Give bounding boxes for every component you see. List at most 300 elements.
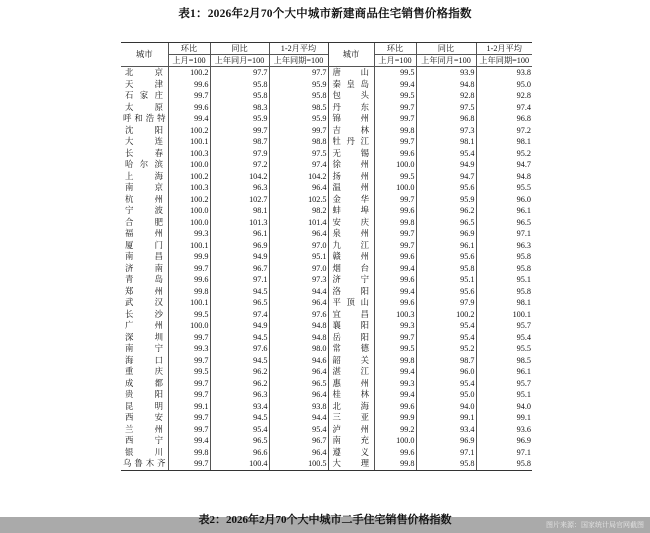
new-home-price-index-table: [121, 42, 532, 471]
yoy-cell-right: 94.0: [416, 401, 476, 413]
mom-cell-left: 100.1: [168, 136, 210, 148]
avg-cell-right: 95.4: [476, 332, 532, 344]
table-row: [121, 90, 532, 102]
mom-cell-right: 99.8: [374, 217, 416, 229]
city-cell-left: 宁波: [125, 206, 164, 216]
yoy-cell-left: 97.9: [210, 148, 269, 160]
city-cell-right: 秦皇岛: [328, 79, 374, 91]
city-cell-left: 厦门: [125, 240, 164, 250]
yoy-cell-right: 95.6: [416, 182, 476, 194]
yoy-cell-right: 95.4: [416, 378, 476, 390]
table-row: [121, 332, 532, 344]
avg-cell-left: 96.4: [269, 389, 328, 401]
avg-cell-left: 100.5: [269, 458, 328, 470]
mom-cell-left: 99.8: [168, 447, 210, 459]
yoy-cell-right: 95.4: [416, 332, 476, 344]
yoy-cell-left: 96.5: [210, 435, 269, 447]
yoy-cell-right: 95.2: [416, 343, 476, 355]
city-cell-right: 济宁: [328, 274, 374, 286]
avg-cell-left: 94.6: [269, 355, 328, 367]
yoy-cell-right: 96.9: [416, 228, 476, 240]
avg-cell-left: 99.7: [269, 125, 328, 137]
yoy-cell-left: 97.7: [210, 67, 269, 79]
avg-cell-left: 95.4: [269, 424, 328, 436]
table-row: [121, 228, 532, 240]
city-cell-right: 赣州: [328, 251, 374, 263]
avg-cell-left: 97.4: [269, 159, 328, 171]
yoy-cell-left: 96.9: [210, 240, 269, 252]
yoy-cell-left: 96.7: [210, 263, 269, 275]
yoy-cell-right: 98.1: [416, 136, 476, 148]
city-cell-right: 岳阳: [328, 332, 374, 344]
table-row: [121, 286, 532, 298]
city-cell-right: 无锡: [328, 148, 374, 160]
yoy-cell-left: 94.5: [210, 332, 269, 344]
city-cell-right: 襄阳: [328, 320, 374, 332]
mom-cell-right: 99.6: [374, 148, 416, 160]
yoy-cell-left: 97.1: [210, 274, 269, 286]
yoy-cell-right: 94.9: [416, 159, 476, 171]
city-cell-left: 武汉: [125, 298, 164, 308]
avg-cell-right: 95.8: [476, 286, 532, 298]
table-row: [121, 389, 532, 401]
city-cell-left: 深圳: [125, 332, 164, 342]
avg-header: 1-2月平均: [269, 43, 328, 55]
yoy-cell-right: 96.2: [416, 205, 476, 217]
mom-cell-left: 99.4: [168, 113, 210, 125]
table-row: [121, 263, 532, 275]
avg-cell-left: 97.5: [269, 148, 328, 160]
avg-cell-right: 95.8: [476, 263, 532, 275]
mom-cell-left: 99.6: [168, 274, 210, 286]
yoy-header: 同比: [210, 43, 269, 55]
avg-cell-right: 95.8: [476, 251, 532, 263]
avg-cell-right: 94.8: [476, 171, 532, 183]
avg-header-right: 1-2月平均: [476, 43, 532, 55]
avg-cell-left: 93.8: [269, 401, 328, 413]
mom-cell-left: 100.2: [168, 125, 210, 137]
city-cell-left: 青岛: [125, 275, 164, 285]
city-cell-left: 济南: [125, 263, 164, 273]
table-row: [121, 355, 532, 367]
city-cell-right: 韶关: [328, 355, 374, 367]
city-cell-right: 桂林: [328, 389, 374, 401]
city-cell-left: 上海: [125, 171, 164, 181]
city-cell-right: 北海: [328, 401, 374, 413]
table-row: [121, 67, 532, 79]
yoy-cell-right: 94.8: [416, 79, 476, 91]
table1-title: 表1：2026年2月70个大中城市新建商品住宅销售价格指数: [178, 8, 472, 20]
yoy-cell-right: 97.1: [416, 447, 476, 459]
city-cell-right: 南充: [328, 435, 374, 447]
mom-cell-right: 99.8: [374, 458, 416, 470]
yoy-cell-left: 93.4: [210, 401, 269, 413]
mom-cell-right: 99.3: [374, 378, 416, 390]
yoy-cell-left: 99.7: [210, 125, 269, 137]
mom-header-right: 环比: [374, 43, 416, 55]
mom-cell-right: 100.0: [374, 435, 416, 447]
avg-cell-right: 97.2: [476, 125, 532, 137]
city-cell-left: 海口: [125, 355, 164, 365]
yoy-cell-left: 96.3: [210, 182, 269, 194]
yoy-cell-left: 94.5: [210, 412, 269, 424]
yoy-cell-right: 95.9: [416, 194, 476, 206]
city-cell-right: 安庆: [328, 217, 374, 229]
yoy-cell-left: 96.6: [210, 447, 269, 459]
mom-base-right: 上月=100: [374, 55, 416, 67]
mom-cell-right: 100.3: [374, 309, 416, 321]
city-cell-left: 呼和浩特: [123, 114, 166, 124]
yoy-cell-right: 95.6: [416, 251, 476, 263]
mom-cell-left: 99.7: [168, 90, 210, 102]
yoy-cell-left: 96.3: [210, 389, 269, 401]
yoy-cell-right: 95.4: [416, 320, 476, 332]
mom-cell-right: 99.7: [374, 113, 416, 125]
yoy-cell-right: 96.5: [416, 217, 476, 229]
yoy-cell-right: 95.6: [416, 286, 476, 298]
city-cell-right: 丹东: [328, 102, 374, 114]
yoy-cell-left: 97.6: [210, 343, 269, 355]
yoy-cell-left: 98.3: [210, 102, 269, 114]
table-row: [121, 424, 532, 436]
city-cell-left: 西宁: [125, 436, 164, 446]
yoy-cell-right: 98.7: [416, 355, 476, 367]
table-row: [121, 240, 532, 252]
city-cell-left: 重庆: [125, 367, 164, 377]
yoy-base: 上年同月=100: [210, 55, 269, 67]
avg-cell-right: 96.8: [476, 113, 532, 125]
yoy-cell-right: 97.9: [416, 297, 476, 309]
yoy-cell-right: 100.2: [416, 309, 476, 321]
city-cell-left: 兰州: [125, 424, 164, 434]
mom-cell-right: 99.4: [374, 263, 416, 275]
city-cell-left: 乌鲁木齐: [121, 458, 168, 470]
avg-cell-right: 98.5: [476, 355, 532, 367]
table-row: [121, 320, 532, 332]
avg-cell-right: 96.1: [476, 366, 532, 378]
yoy-header-right: 同比: [416, 43, 476, 55]
avg-cell-left: 97.3: [269, 274, 328, 286]
city-cell-right: 包头: [328, 90, 374, 102]
avg-cell-right: 95.1: [476, 274, 532, 286]
city-cell-left: 长沙: [125, 309, 164, 319]
avg-cell-right: 95.1: [476, 389, 532, 401]
mom-cell-left: 99.4: [168, 435, 210, 447]
table-row: [121, 251, 532, 263]
yoy-cell-left: 95.9: [210, 113, 269, 125]
table-row: [121, 447, 532, 459]
avg-cell-left: 96.4: [269, 366, 328, 378]
city-cell-right: 唐山: [328, 67, 374, 79]
city-cell-right: 泸州: [328, 424, 374, 436]
mom-cell-right: 99.7: [374, 332, 416, 344]
mom-base: 上月=100: [168, 55, 210, 67]
city-cell-left: 广州: [125, 321, 164, 331]
avg-cell-right: 97.1: [476, 228, 532, 240]
table2-title: 表2：2026年2月70个大中城市二手住宅销售价格指数: [198, 514, 452, 526]
mom-cell-right: 99.7: [374, 194, 416, 206]
yoy-cell-right: 95.8: [416, 458, 476, 470]
yoy-cell-left: 96.5: [210, 297, 269, 309]
city-cell-left: 长春: [125, 148, 164, 158]
city-cell-right: 惠州: [328, 378, 374, 390]
table-row: [121, 159, 532, 171]
yoy-base-right: 上年同月=100: [416, 55, 476, 67]
avg-cell-right: 97.4: [476, 102, 532, 114]
city-cell-right: 金华: [328, 194, 374, 206]
avg-cell-right: 95.8: [476, 458, 532, 470]
mom-cell-right: 99.7: [374, 136, 416, 148]
mom-cell-left: 99.7: [168, 355, 210, 367]
city-cell-right: 遵义: [328, 447, 374, 459]
table-row: [121, 217, 532, 229]
yoy-cell-left: 95.8: [210, 79, 269, 91]
subheader-row: [121, 55, 532, 67]
avg-cell-left: 96.7: [269, 435, 328, 447]
table-row: [121, 182, 532, 194]
table-row: [121, 171, 532, 183]
mom-cell-right: 100.0: [374, 159, 416, 171]
city-cell-left: 银川: [125, 447, 164, 457]
mom-cell-right: 99.6: [374, 297, 416, 309]
avg-cell-right: 100.1: [476, 309, 532, 321]
table-row: [121, 343, 532, 355]
city-cell-right: 吉林: [328, 125, 374, 137]
mom-cell-right: 99.3: [374, 320, 416, 332]
city-cell-left: 杭州: [125, 194, 164, 204]
city-cell-left: 哈尔滨: [125, 160, 164, 170]
city-cell-right: 九江: [328, 240, 374, 252]
avg-cell-right: 95.2: [476, 148, 532, 160]
city-cell-right: 常德: [328, 343, 374, 355]
city-cell-right: 大理: [328, 458, 374, 470]
city-cell-left: 石家庄: [125, 91, 164, 101]
mom-cell-right: 99.5: [374, 171, 416, 183]
mom-cell-left: 99.5: [168, 309, 210, 321]
yoy-cell-right: 94.7: [416, 171, 476, 183]
mom-cell-left: 100.0: [168, 159, 210, 171]
yoy-cell-left: 98.7: [210, 136, 269, 148]
city-cell-left: 太原: [125, 102, 164, 112]
mom-cell-right: 99.8: [374, 125, 416, 137]
city-cell-left: 南京: [125, 183, 164, 193]
city-cell-right: 锦州: [328, 113, 374, 125]
city-cell-left: 南昌: [125, 252, 164, 262]
yoy-cell-left: 94.9: [210, 320, 269, 332]
city-cell-right: 烟台: [328, 263, 374, 275]
mom-cell-left: 99.8: [168, 286, 210, 298]
yoy-cell-left: 96.2: [210, 378, 269, 390]
yoy-cell-right: 93.9: [416, 67, 476, 79]
mom-header: 环比: [168, 43, 210, 55]
city-cell-right: 扬州: [328, 171, 374, 183]
avg-cell-left: 98.0: [269, 343, 328, 355]
city-cell-left: 昆明: [125, 401, 164, 411]
mom-cell-left: 100.0: [168, 205, 210, 217]
yoy-cell-right: 96.9: [416, 435, 476, 447]
yoy-cell-right: 99.1: [416, 412, 476, 424]
yoy-cell-left: 94.5: [210, 355, 269, 367]
avg-cell-left: 94.8: [269, 332, 328, 344]
yoy-cell-right: 96.1: [416, 240, 476, 252]
yoy-cell-left: 96.2: [210, 366, 269, 378]
avg-cell-right: 95.7: [476, 320, 532, 332]
city-cell-left: 天津: [125, 79, 164, 89]
city-cell-left: 西安: [125, 413, 164, 423]
city-header: 城市: [121, 43, 168, 67]
table-row: [121, 378, 532, 390]
mom-cell-left: 99.3: [168, 228, 210, 240]
avg-cell-right: 93.6: [476, 424, 532, 436]
city-cell-right: 湛江: [328, 366, 374, 378]
avg-cell-left: 104.2: [269, 171, 328, 183]
table-row: [121, 136, 532, 148]
avg-cell-right: 95.7: [476, 378, 532, 390]
yoy-cell-right: 95.0: [416, 389, 476, 401]
city-cell-right: 洛阳: [328, 286, 374, 298]
avg-cell-right: 96.3: [476, 240, 532, 252]
yoy-cell-right: 96.0: [416, 366, 476, 378]
yoy-cell-right: 96.8: [416, 113, 476, 125]
avg-cell-left: 94.4: [269, 286, 328, 298]
avg-cell-right: 97.1: [476, 447, 532, 459]
table-row: [121, 309, 532, 321]
mom-cell-left: 99.7: [168, 412, 210, 424]
mom-cell-left: 99.7: [168, 458, 210, 470]
mom-cell-right: 99.6: [374, 401, 416, 413]
mom-cell-right: 99.2: [374, 424, 416, 436]
table-row: [121, 412, 532, 424]
yoy-cell-right: 93.4: [416, 424, 476, 436]
avg-cell-left: 95.8: [269, 90, 328, 102]
mom-cell-right: 99.6: [374, 205, 416, 217]
city-cell-left: 郑州: [125, 286, 164, 296]
table-row: [121, 125, 532, 137]
mom-cell-left: 99.7: [168, 389, 210, 401]
table-row: [121, 79, 532, 91]
avg-cell-left: 95.1: [269, 251, 328, 263]
mom-cell-right: 99.7: [374, 240, 416, 252]
mom-cell-left: 100.1: [168, 240, 210, 252]
avg-base: 上年同期=100: [269, 55, 328, 67]
avg-cell-right: 99.1: [476, 412, 532, 424]
mom-cell-left: 99.3: [168, 343, 210, 355]
mom-cell-left: 99.7: [168, 424, 210, 436]
avg-cell-right: 93.8: [476, 67, 532, 79]
mom-cell-left: 99.7: [168, 332, 210, 344]
yoy-cell-left: 95.4: [210, 424, 269, 436]
table-row: [121, 458, 532, 470]
avg-cell-right: 92.8: [476, 90, 532, 102]
avg-cell-left: 101.4: [269, 217, 328, 229]
avg-cell-right: 95.5: [476, 343, 532, 355]
mom-cell-right: 99.6: [374, 251, 416, 263]
yoy-cell-left: 104.2: [210, 171, 269, 183]
yoy-cell-left: 95.8: [210, 90, 269, 102]
city-cell-right: 三亚: [328, 412, 374, 424]
yoy-cell-left: 97.2: [210, 159, 269, 171]
avg-cell-left: 95.9: [269, 113, 328, 125]
mom-cell-right: 99.9: [374, 412, 416, 424]
avg-cell-right: 94.7: [476, 159, 532, 171]
yoy-cell-right: 97.3: [416, 125, 476, 137]
mom-cell-right: 99.5: [374, 343, 416, 355]
mom-cell-left: 100.0: [168, 217, 210, 229]
city-cell-right: 温州: [328, 182, 374, 194]
avg-cell-left: 97.7: [269, 67, 328, 79]
avg-cell-right: 96.1: [476, 205, 532, 217]
city-cell-right: 蚌埠: [328, 205, 374, 217]
avg-cell-left: 98.5: [269, 102, 328, 114]
mom-cell-left: 100.3: [168, 182, 210, 194]
city-cell-left: 沈阳: [125, 125, 164, 135]
table-row: [121, 205, 532, 217]
yoy-cell-left: 94.5: [210, 286, 269, 298]
mom-cell-right: 100.0: [374, 182, 416, 194]
city-cell-left: 北京: [125, 68, 164, 78]
avg-cell-left: 94.8: [269, 320, 328, 332]
city-cell-right: 泉州: [328, 228, 374, 240]
mom-cell-right: 99.5: [374, 90, 416, 102]
mom-cell-left: 99.6: [168, 102, 210, 114]
avg-cell-right: 98.1: [476, 136, 532, 148]
city-cell-left: 大连: [125, 137, 164, 147]
yoy-cell-right: 92.8: [416, 90, 476, 102]
avg-cell-right: 94.0: [476, 401, 532, 413]
yoy-cell-left: 96.1: [210, 228, 269, 240]
mom-cell-right: 99.7: [374, 228, 416, 240]
avg-cell-left: 94.4: [269, 412, 328, 424]
mom-cell-right: 99.6: [374, 447, 416, 459]
mom-cell-left: 100.1: [168, 297, 210, 309]
mom-cell-left: 99.5: [168, 366, 210, 378]
avg-cell-left: 97.6: [269, 309, 328, 321]
yoy-cell-left: 102.7: [210, 194, 269, 206]
mom-cell-right: 99.4: [374, 389, 416, 401]
table-row: [121, 274, 532, 286]
mom-cell-right: 99.4: [374, 366, 416, 378]
avg-cell-left: 102.5: [269, 194, 328, 206]
city-cell-left: 合肥: [125, 217, 164, 227]
avg-cell-left: 96.5: [269, 378, 328, 390]
city-header-right: 城市: [328, 43, 374, 67]
avg-cell-right: 95.0: [476, 79, 532, 91]
yoy-cell-right: 95.1: [416, 274, 476, 286]
mom-cell-right: 99.4: [374, 286, 416, 298]
yoy-cell-left: 94.9: [210, 251, 269, 263]
yoy-cell-left: 97.4: [210, 309, 269, 321]
yoy-cell-right: 95.8: [416, 263, 476, 275]
yoy-cell-right: 97.5: [416, 102, 476, 114]
mom-cell-right: 99.5: [374, 67, 416, 79]
mom-cell-left: 99.1: [168, 401, 210, 413]
header-row: [121, 43, 532, 55]
city-cell-right: 平顶山: [328, 297, 374, 309]
yoy-cell-right: 95.4: [416, 148, 476, 160]
table-row: [121, 297, 532, 309]
mom-cell-left: 99.7: [168, 378, 210, 390]
mom-cell-right: 99.6: [374, 274, 416, 286]
avg-base-right: 上年同期=100: [476, 55, 532, 67]
table-row: [121, 194, 532, 206]
mom-cell-left: 99.9: [168, 251, 210, 263]
avg-cell-right: 95.5: [476, 182, 532, 194]
avg-cell-left: 96.4: [269, 228, 328, 240]
yoy-cell-left: 101.3: [210, 217, 269, 229]
table-row: [121, 148, 532, 160]
city-cell-left: 成都: [125, 378, 164, 388]
avg-cell-left: 98.8: [269, 136, 328, 148]
